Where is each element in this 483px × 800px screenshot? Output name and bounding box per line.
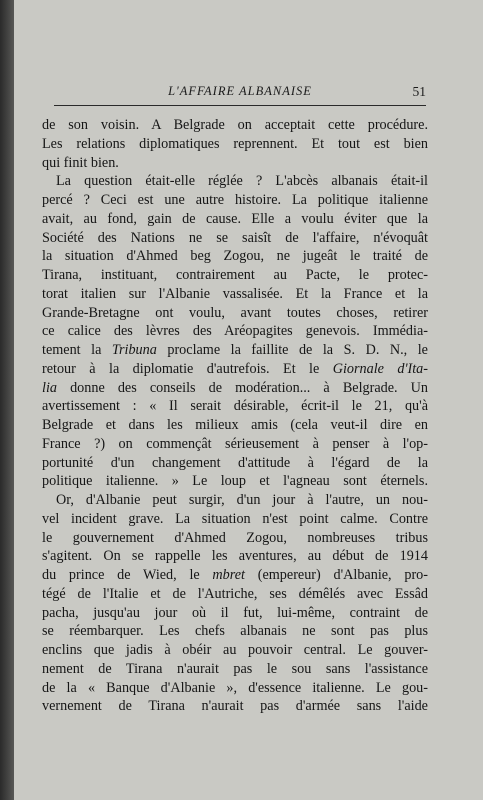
- text-line: Les relations diplomatiques reprennent. Et tout est bien: [42, 135, 428, 152]
- text-line: retour à la diplomatie d'autrefois. Et le Giornale d'Ita-: [42, 360, 428, 377]
- header-rule: [54, 105, 426, 106]
- text-line: nement de Tirana n'aurait pas le sou sans l'assistance: [42, 660, 428, 677]
- text-line: de la « Banque d'Albanie », d'essence italienne. Le gou-: [42, 679, 428, 696]
- text-line: lia donne des conseils de modération... à Belgrade. Un: [42, 379, 428, 396]
- book-gutter-shadow: [0, 0, 14, 800]
- text-line: de son voisin. A Belgrade on acceptait cette procédure.: [42, 117, 428, 133]
- text-line: se réembarquer. Les chefs albanais ne sont pas plus: [42, 623, 428, 640]
- text-line: torat italien sur l'Albanie vassalisée. Et la France et la: [42, 285, 428, 302]
- text-line: Belgrade et dans les milieux amis (cela veut-il dire en: [42, 417, 428, 433]
- text-line: s'agitent. On se rappelle les aventures, au début de 1914: [42, 548, 428, 565]
- text-line: Tirana, instituant, contrairement au Pacte, le protec-: [42, 267, 428, 283]
- text-line: du prince de Wied, le mbret (empereur) d'Albanie, pro-: [42, 567, 428, 583]
- book-page: [14, 0, 483, 800]
- text-line: La question était-elle réglée ? L'abcès albanais était-il: [56, 173, 428, 190]
- text-line: Grande-Bretagne ont voulu, avant toutes choses, retirer: [42, 304, 428, 321]
- page-header: [54, 84, 426, 106]
- text-line: percé ? Ceci est une autre histoire. La politique italienne: [42, 192, 428, 208]
- text-line: la situation d'Ahmed beg Zogou, ne jugeât le traité de: [42, 248, 428, 265]
- text-line: vernement de Tirana n'aurait pas d'armée sans l'aide: [42, 698, 428, 715]
- text-line: enclins que jadis à obéir au pouvoir central. Le gouver-: [42, 642, 428, 658]
- text-line: tement la Tribuna proclame la faillite de la S. D. N., le: [42, 342, 428, 358]
- text-line: le gouvernement d'Ahmed Zogou, nombreuses tribus: [42, 529, 428, 546]
- page-number: 51: [412, 84, 426, 99]
- running-title: L'AFFAIRE ALBANAISE: [168, 84, 312, 98]
- text-line: France ?) on commençât sérieusement à penser à l'op-: [42, 435, 428, 452]
- body-text: [42, 116, 428, 716]
- text-line: Société des Nations ne se saisît de l'affaire, n'évoquât: [42, 229, 428, 246]
- text-line: vel incident grave. La situation n'est point calme. Contre: [42, 510, 428, 527]
- text-line: politique italienne. » Le loup et l'agneau sont éternels.: [42, 473, 428, 490]
- text-line: portunité d'un changement d'attitude à l'égard de la: [42, 454, 428, 471]
- text-line: tégé de l'Italie et de l'Autriche, ses démêlés avec Essâd: [42, 585, 428, 602]
- text-line: ce calice des lèvres des Aréopagites genevois. Immédia-: [42, 323, 428, 340]
- text-line: avertissement : « Il serait désirable, écrit-il le 21, qu'à: [42, 398, 428, 415]
- text-line: pacha, jusqu'au jour où il fut, lui-même, contraint de: [42, 604, 428, 621]
- text-line: avait, au fond, gain de cause. Elle a voulu éviter que la: [42, 210, 428, 227]
- text-line: qui finit bien.: [42, 154, 119, 171]
- text-line: Or, d'Albanie peut surgir, d'un jour à l'autre, un nou-: [56, 492, 428, 508]
